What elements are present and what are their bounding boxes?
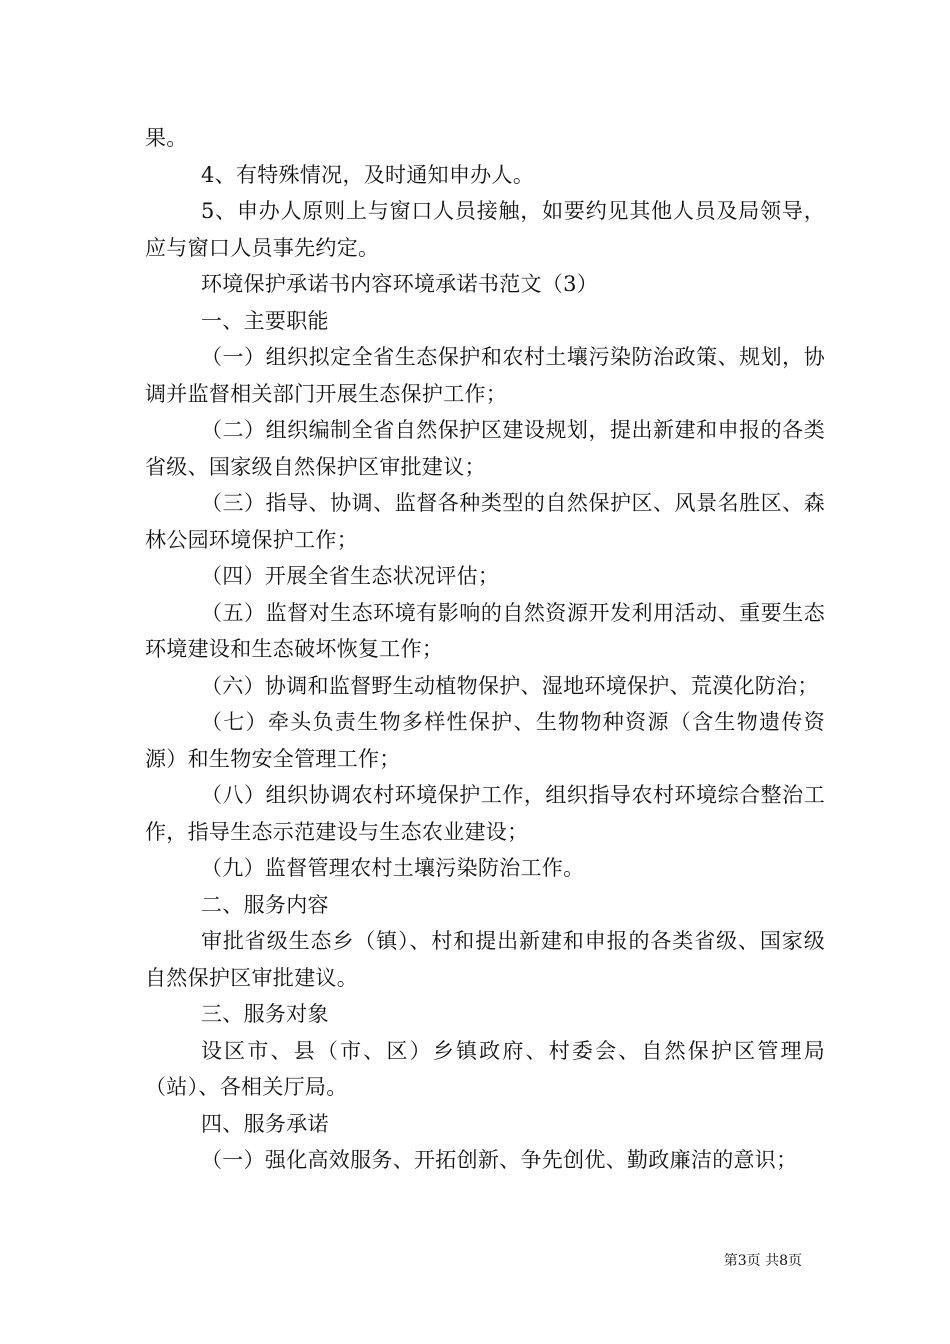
paragraph: 设区市、县（市、区）乡镇政府、村委会、自然保护区管理局（站）、各相关厅局。: [145, 1038, 825, 1099]
paragraph: 审批省级生态乡（镇）、村和提出新建和申报的各类省级、国家级自然保护区审批建议。: [145, 929, 825, 990]
page-number: 第3页 共8页: [723, 1253, 802, 1269]
section-heading: 一、主要职能: [201, 308, 329, 333]
document-body: [145, 120, 825, 1179]
paragraph: （五）监督对生态环境有影响的自然资源开发利用活动、重要生态环境建设和生态破坏恢复工作；: [145, 600, 825, 661]
paragraph: （三）指导、协调、监督各种类型的自然保护区、风景名胜区、森林公园环境保护工作；: [145, 491, 825, 552]
paragraph: 4、有特殊情况，及时通知申办人。: [201, 162, 535, 187]
paragraph: （八）组织协调农村环境保护工作，组织指导农村环境综合整治工作，指导生态示范建设与生态农业建设；: [145, 783, 825, 844]
paragraph: （九）监督管理农村土壤污染防治工作。: [201, 856, 585, 880]
section-heading: 三、服务对象: [201, 1002, 329, 1026]
paragraph: 果。: [145, 126, 188, 150]
paragraph: （一）组织拟定全省生态保护和农村土壤污染防治政策、规划，协调并监督相关部门开展生态保护工作；: [145, 345, 825, 406]
paragraph: （七）牵头负责生物多样性保护、生物物种资源（含生物遗传资源）和生物安全管理工作；: [145, 710, 825, 771]
paragraph: 5、申办人原则上与窗口人员接触，如要约见其他人员及局领导，应与窗口人员事先约定。: [145, 199, 825, 260]
section-heading: 环境保护承诺书内容环境承诺书范文（3）: [201, 272, 599, 296]
paragraph: （二）组织编制全省自然保护区建设规划，提出新建和申报的各类省级、国家级自然保护区审批建议；: [145, 418, 825, 479]
section-heading: 四、服务承诺: [201, 1111, 329, 1136]
section-heading: 二、服务内容: [201, 892, 329, 917]
paragraph: （六）协调和监督野生动植物保护、湿地环境保护、荒漠化防治；: [201, 673, 819, 698]
paragraph: （一）强化高效服务、开拓创新、争先创优、勤政廉洁的意识；: [201, 1148, 798, 1172]
paragraph: （四）开展全省生态状况评估；: [201, 564, 500, 588]
